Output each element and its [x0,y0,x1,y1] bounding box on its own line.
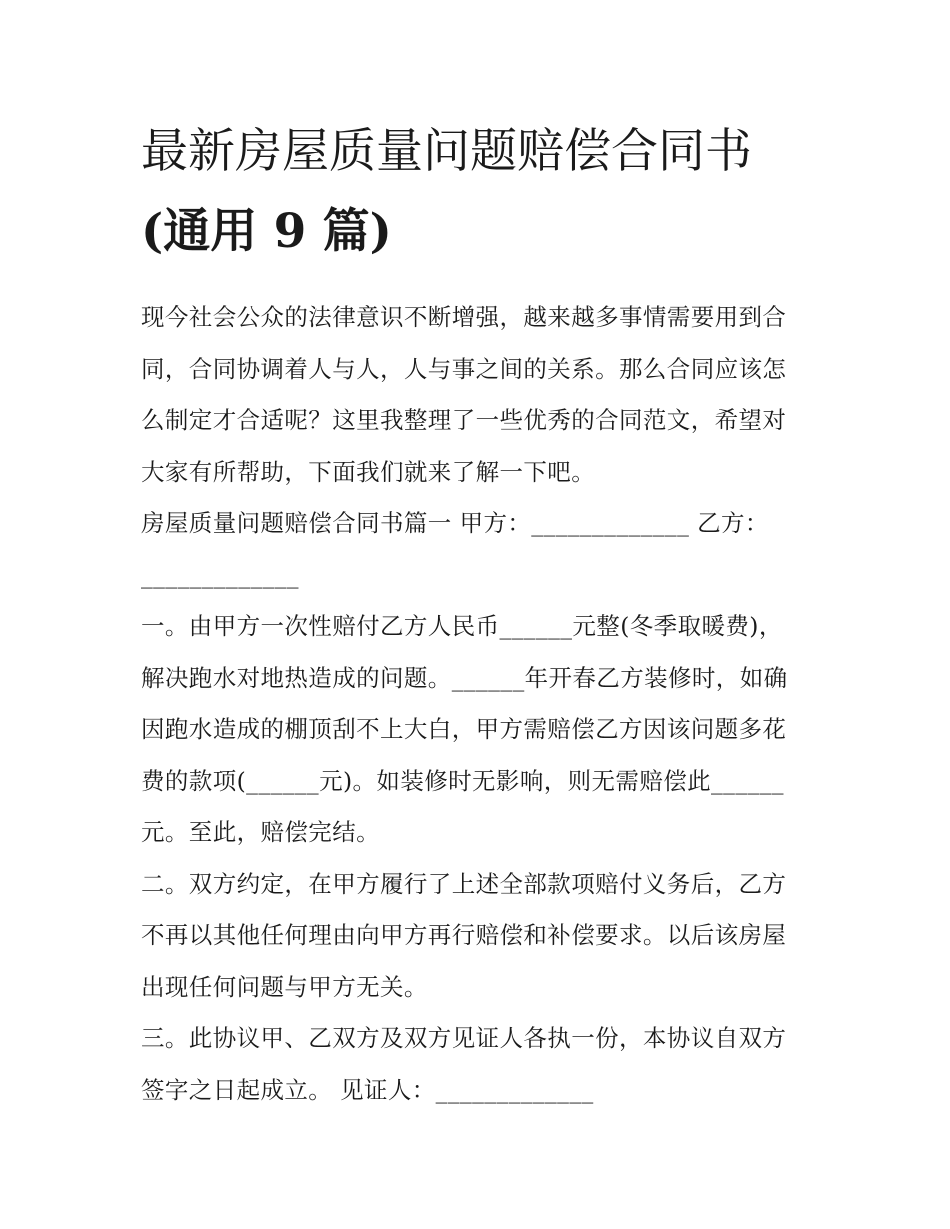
intro-line: 同，合同协调着人与人，人与事之间的关系。那么合同应该怎 [141,354,787,383]
intro-line: 么制定才合适呢？这里我整理了一些优秀的合同范文，希望对 [141,406,787,434]
party-line: _____________ [141,560,299,589]
clause-line: 三。此协议甲、乙双方及双方见证人各执一份，本协议自双方 [141,1024,787,1052]
clause-line: 因跑水造成的棚顶刮不上大白，甲方需赔偿乙方因该问题多花 [141,715,787,743]
clause-line: 不再以其他任何理由向甲方再行赔偿和补偿要求。以后该房屋 [141,921,787,949]
party-section [141,498,821,601]
party-line: 房屋质量问题赔偿合同书篇一 甲方：_____________ 乙方： [141,509,769,537]
clause-1 [141,601,821,859]
clause-line: 元。至此，赔偿完结。 [141,818,380,846]
intro-paragraph [141,292,821,498]
clause-3 [141,1013,821,1116]
clause-line: 签字之日起成立。 见证人：_____________ [141,1075,594,1104]
title-line-1: 最新房屋质量问题赔偿合同书 [141,124,752,179]
title-line-2: (通用 9 篇) [141,204,392,259]
clause-line: 费的款项(______元)。如装修时无影响，则无需赔偿此______ [141,766,784,795]
clause-2 [141,859,821,1014]
clause-line: 一。由甲方一次性赔付乙方人民币______元整(冬季取暖费)， [141,612,783,640]
clause-line: 解决跑水对地热造成的问题。______年开春乙方装修时，如确 [141,663,788,692]
clause-line: 二。双方约定，在甲方履行了上述全部款项赔付义务后，乙方 [141,869,787,898]
document-title [141,112,821,272]
document-page [141,112,821,1116]
intro-line: 大家有所帮助，下面我们就来了解一下吧。 [141,457,596,486]
intro-line: 现今社会公众的法律意识不断增强，越来越多事情需要用到合 [141,303,787,331]
clause-line: 出现任何问题与甲方无关。 [141,972,428,1001]
